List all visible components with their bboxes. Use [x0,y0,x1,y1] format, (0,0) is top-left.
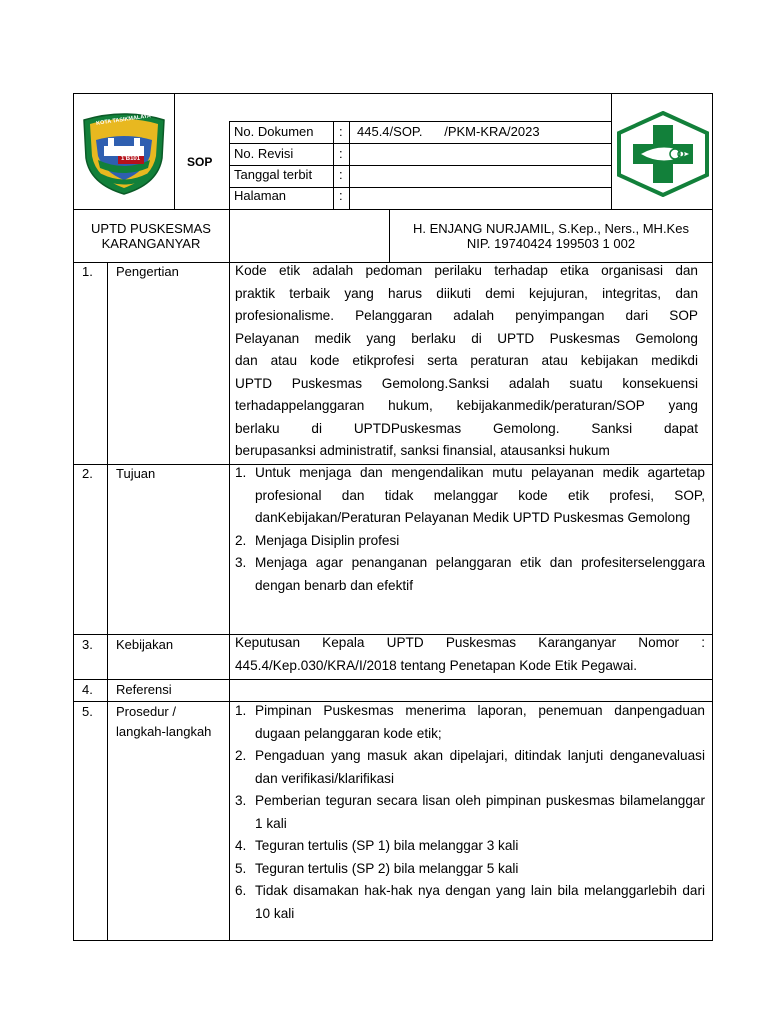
signatory [390,221,712,251]
section-number: 4. [82,682,93,697]
body-col-title [229,262,230,941]
signatory-name: H. ENJANG NURJAMIL, S.Kep., Ners., MH.Kes [413,221,689,236]
text-line: Keputusan Kepala UPTD Puskesmas Karanganyar Nomor : [235,635,705,650]
section-title-line-2: langkah-langkah [116,724,212,739]
section-title: Prosedur / [116,704,176,719]
puskesmas-logo [615,111,711,197]
header-divider [73,209,713,210]
section-divider-3 [73,679,713,680]
list-text: Menjaga Disiplin profesi [255,532,400,548]
body-col-num [107,262,108,941]
institution-line-2: KARANGANYAR [101,236,201,251]
fields-colon-divider-b [349,121,350,210]
list-number: 2. [235,532,247,548]
text-line: 445.4/Kep.030/KRA/I/2018 tentang Penetapan Kode Etik Pegawai. [235,657,638,673]
list-text: Teguran tertulis (SP 1) bila melanggar 3 kali [255,838,519,853]
field-label-no-dokumen: No. Dokumen [234,124,314,139]
section-title: Tujuan [116,466,156,481]
section-title: Referensi [116,682,172,697]
text-line: Pelayanan medik yang berlaku di UPTD Puskesmas Gemolong [235,330,698,346]
institution-line-1: UPTD PUSKESMAS [91,221,211,236]
list-item [235,530,705,553]
list-text: Pengaduan yang masuk akan dipelajari, ditindak lanjuti denganevaluasi dan verifikasi/klarifikasi [255,748,705,786]
fields-line-4 [229,187,612,188]
text-line: Kode etik adalah pedoman perilaku terhadap etika organisasi dan [235,263,698,278]
list-item [235,858,705,881]
field-sep-no-revisi: : [339,146,343,161]
fields-line-2 [229,143,612,144]
list-text: Tidak disamakan hak-hak nya dengan yang lain bila melanggarlebih dari 10 kali [255,883,705,921]
list-number: 3. [235,793,247,808]
list-number: 4. [235,838,247,853]
text-line: profesionalisme. Pelanggaran adalah penyimpangan dari SOP [235,308,698,323]
field-label-tanggal-terbit: Tanggal terbit [234,167,313,182]
list-item [235,880,705,925]
section-number: 2. [82,466,93,481]
list-number: 3. [235,555,247,570]
section-kebijakan-text [235,632,705,677]
field-sep-no-dokumen: : [339,124,343,139]
table-border-bottom [73,940,713,941]
list-item [235,700,705,745]
field-label-no-revisi: No. Revisi [234,146,294,161]
header-right-divider [611,93,612,210]
fields-top-line [229,121,612,122]
list-number: 1. [235,703,247,718]
institution-col-a [229,209,230,263]
table-border-right [712,93,713,941]
city-logo [78,110,170,196]
field-value-no-dokumen: 445.4/SOP. /PKM-KRA/2023 [357,124,540,139]
text-line: UPTD Puskesmas Gemolong.Sanksi adalah suatu konsekuensi [235,375,698,391]
list-number: 2. [235,748,247,763]
list-item [235,552,705,597]
list-item [235,745,705,790]
section-number: 1. [82,264,93,279]
field-sep-tanggal-terbit: : [339,167,343,182]
list-item [235,462,705,530]
list-item [235,835,705,858]
list-item [235,790,705,835]
fields-line-3 [229,165,612,166]
field-sep-halaman: : [339,188,343,203]
list-number: 6. [235,883,247,898]
city-logo-title: KOTA TASIKMALAYA [95,113,152,127]
section-number: 5. [82,704,93,719]
table-border-top [73,93,713,94]
list-text: Teguran tertulis (SP 2) bila melanggar 5 kali [255,860,519,876]
text-line: berupasanksi administratif, sanksi finansial, atausanksi hukum [235,443,610,458]
section-number: 3. [82,637,93,652]
section-pengertian-text [235,260,698,463]
text-line: berlaku di UPTDPuskesmas Gemolong. Sanksi dapat [235,420,698,436]
list-number: 1. [235,465,247,480]
tujuan-list [235,462,705,597]
list-text: Pemberian teguran secara lisan oleh pimpinan puskesmas bilamelanggar 1 kali [255,793,705,831]
prosedur-list [235,700,705,925]
fields-colon-divider-a [333,121,334,210]
sop-label: SOP [187,155,213,169]
section-title: Pengertian [116,264,179,279]
header-logo-divider [174,93,175,210]
text-line: terhadappelanggaran hukum, kebijakanmedik/peraturan/SOP yang [235,398,698,413]
signatory-nip: NIP. 19740424 199503 1 002 [466,236,636,251]
section-title: Kebijakan [116,637,174,652]
text-line: praktik terbaik yang harus diikuti demi kejujuran, integritas, dan [235,285,698,301]
list-number: 5. [235,860,247,876]
institution-name [74,221,228,251]
field-label-halaman: Halaman [234,188,287,203]
list-text: Pimpinan Puskesmas menerima laporan, penemuan danpengaduan dugaan pelanggaran kode etik; [255,703,705,741]
city-logo-year: 1'B101 [121,156,141,162]
text-line: dan atau kode etikprofesi serta peraturan atau kebijakan medikdi [235,353,698,368]
list-text: Untuk menjaga dan mengendalikan mutu pelayanan medik agartetap profesional dan tidak melanggar kode etik profesi, SOP, danKebijakan/Peraturan Pelayanan Medik UPTD Puskesmas Gemolong [255,465,705,525]
list-text: Menjaga agar penanganan pelanggaran etik dan profesiterselenggara dengan benarb dan efektif [255,555,705,593]
